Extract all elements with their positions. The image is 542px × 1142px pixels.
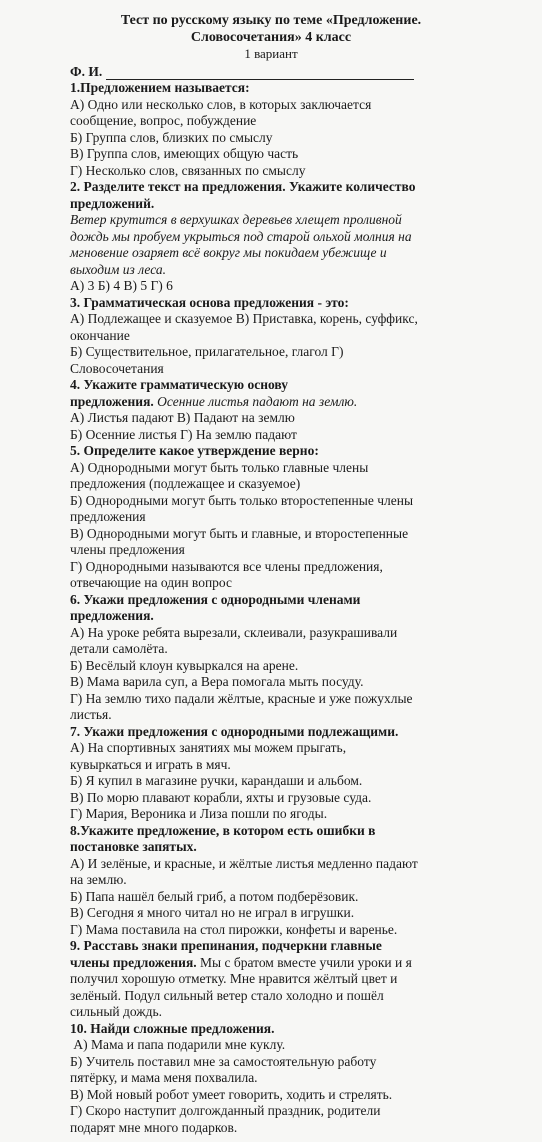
question-7-option-b: Б) Я купил в магазине ручки, карандаши и альбом. [70,773,363,788]
question-6-option-a: А) На уроке ребята вырезали, склеивали, разукрашивали [70,624,398,640]
question-8-option-a: А) И зелёные, и красные, и жёлтые листья медленно падают [70,855,418,871]
question-10-title: 10. Найди сложные предложения. [70,1020,275,1036]
question-1-option-d: Г) Несколько слов, связанных по смыслу [70,162,306,178]
variant-label: 1 вариант [244,46,298,61]
question-6-option-b: Б) Весёлый клоун кувыркался на арене. [70,657,299,673]
question-2-text-line4: выходим из леса. [70,261,166,277]
question-10-option-b-cont: пятёрку, и мама меня похвалила. [70,1070,258,1085]
question-7-option-d: Г) Мария, Вероника и Лиза пошли по ягоды. [70,806,328,821]
question-4-option-b: Б) Осенние листья Г) На землю падают [70,426,297,442]
question-5-option-c: В) Однородными могут быть и главные, и второстепенные [70,525,409,541]
question-5-option-d: Г) Однородными называются все члены предложения, [70,558,383,574]
question-4-title: 4. Укажите грамматическую основу [70,377,288,392]
name-field-label: Ф. И. [70,64,103,79]
question-3-option-b: Б) Существительное, прилагательное, глагол Г) [70,344,344,359]
question-6-option-d-cont: листья. [70,707,112,722]
question-8-option-c: В) Сегодня я много читал но не играл в игрушки. [70,905,355,920]
question-10-option-d: Г) Скоро наступит долгожданный праздник, родители [70,1103,381,1118]
page-title-line1: Тест по русскому языку по теме «Предложение. [120,13,422,28]
question-4-example: Осенние листья падают на землю. [157,393,358,409]
question-9-text-line3: зелёный. Подул сильный ветер стало холодно и пошёл [70,987,384,1003]
question-4-option-a: А) Листья падают В) Падают на землю [70,410,295,425]
question-3-option-b-cont: Словосочетания [70,360,164,376]
name-field-line [106,67,414,80]
question-6-title: 6. Укажи предложения с однородными членами [70,591,361,607]
question-9-title: 9. Расставь знаки препинания, подчеркни главные [70,938,382,953]
question-7-option-c: В) По морю плавают корабли, яхты и грузовые суда. [70,789,372,805]
question-3-option-a-cont: окончание [70,327,130,343]
question-2-text-line3: мгновение озаряет всё вокруг мы покидаем убежище и [70,245,387,260]
question-6-option-d: Г) На землю тихо падали жёлтые, красные и уже пожухлые [70,690,413,706]
question-8-option-a-cont: на землю. [70,872,127,887]
question-9-title-word: члены предложения. [70,954,197,970]
question-8-option-b: Б) Папа нашёл белый гриб, а потом подберёзовик. [70,888,359,904]
question-6-title-cont: предложения. [70,608,154,623]
question-4-title-word: предложения. [70,393,154,409]
question-1-title: 1.Предложением называется: [70,80,250,95]
question-10-option-a: А) Мама и папа подарили мне куклу. [70,1037,286,1052]
question-6-option-a-cont: детали самолёта. [70,641,168,656]
question-1-option-c: В) Группа слов, имеющих общую часть [70,146,299,161]
question-5-option-a: А) Однородными могут быть только главные члены [70,459,369,475]
question-1-option-a: А) Одно или несколько слов, в которых заключается [70,96,372,112]
question-2-options: А) 3 Б) 4 В) 5 Г) 6 [70,278,173,293]
question-2-text-line2: дождь мы пробуем укрыться под старой ольхой молния на [70,228,412,244]
question-1-option-b: Б) Группа слов, близких по смыслу [70,129,273,145]
question-2-text-line1: Ветер крутится в верхушках деревьев хлещет проливной [70,212,402,227]
question-10-option-d-cont: подарят мне много подарков. [70,1119,238,1135]
question-3-option-a: А) Подлежащее и сказуемое В) Приставка, корень, суффикс, [70,311,418,326]
name-field [70,64,528,80]
question-2-title: 2. Разделите текст на предложения. Укажите количество [70,179,416,194]
question-9-title-cont [70,955,528,972]
question-5-option-b: Б) Однородными могут быть только второстепенные члены [70,492,414,508]
question-8-title-cont: постановке запятых. [70,839,197,854]
question-4-title-cont [70,394,528,411]
question-2-title-cont: предложений. [70,195,155,211]
question-5-option-b-cont: предложения [70,509,146,524]
question-1-option-a-cont: сообщение, вопрос, побуждение [70,113,257,128]
question-7-title: 7. Укажи предложения с однородными подлежащими. [70,723,399,739]
question-9-text-line2: получил хорошую отметку. Мне нравится жёлтый цвет и [70,971,398,986]
question-3-title: 3. Грамматическая основа предложения - это: [70,294,349,310]
page-title-line2: Словосочетания» 4 класс [190,30,352,45]
question-6-option-c: В) Мама варила суп, а Вера помогала мыть посуду. [70,674,364,689]
question-10-option-c: В) Мой новый робот умеет говорить, ходить и стрелять. [70,1086,393,1102]
question-10-option-b: Б) Учитель поставил мне за самостоятельную работу [70,1053,377,1069]
question-5-title: 5. Определите какое утверждение верно: [70,443,319,458]
question-8-option-d: Г) Мама поставила на стол пирожки, конфеты и варенье. [70,921,398,937]
question-8-title: 8.Укажите предложение, в котором есть ошибки в [70,822,376,838]
question-5-option-a-cont: предложения (подлежащее и сказуемое) [70,476,301,491]
question-5-option-c-cont: члены предложения [70,542,185,557]
question-5-option-d-cont: отвечающие на один вопрос [70,575,233,590]
question-7-option-a-cont: кувыркаться и играть в мяч. [70,756,231,772]
question-7-option-a: А) На спортивных занятиях мы можем прыгать, [70,740,347,755]
question-9-text-line1: Мы с братом вместе учили уроки и я [200,954,412,970]
question-9-text-line4: сильный дождь. [70,1004,163,1019]
